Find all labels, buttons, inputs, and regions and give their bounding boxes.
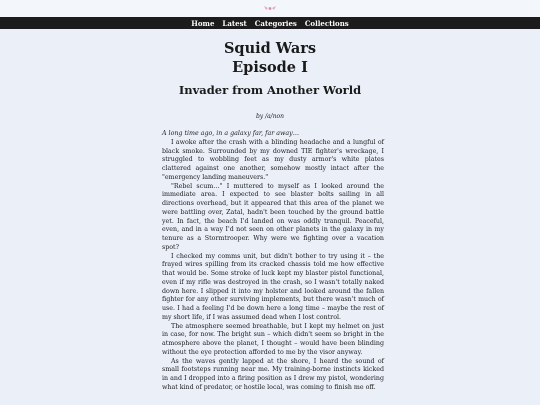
story-paragraph: As the waves gently lapped at the shore, I heard the sound of small footsteps running near me. My training-borne instincts kicked in and I dropped into a firing position as I drew my pistol, wondering what kind of predator, or hostile local, was coming to finish me off. [162, 357, 384, 391]
story-paragraph: I checked my comms unit, but didn't bother to try using it – the frayed wires spilling from its cracked chassis told me how effective that would be. Some stroke of luck kept my blaster pistol functional, even if my rifle was destroyed in the crash, so I wasn't totally naked down here. I slipped it into my holster and looked around the fallen fighter for any other surviving implements, but there wasn't much of use. I had a feeling I'd be down here a long time – maybe the rest of my short life, if I was assumed dead when I lost control. [162, 252, 384, 321]
story-episode: Episode I [232, 59, 308, 76]
story-subtitle: Invader from Another World [178, 83, 362, 97]
top-strip [0, 0, 540, 17]
nav-home-link[interactable]: Home [191, 19, 215, 28]
nav-collections-link[interactable]: Collections [304, 19, 349, 28]
pink-wings-logo-icon[interactable] [263, 4, 277, 12]
story-title: Squid Wars [223, 40, 317, 57]
story-byline: by /a/non [255, 113, 285, 120]
story-paragraph: The atmosphere seemed breathable, but I kept my helmet on just in case, for now. The bright sun – which didn't seem so bright in the atmosphere above the planet, I thought – would have been blinding without the eye protection afforded to me by the visor anyway. [162, 322, 384, 356]
story-body [162, 130, 384, 393]
story-lead: A long time ago, in a galaxy far, far away… [162, 130, 300, 137]
story-paragraph: "Rebel scum…" I muttered to myself as I looked around the immediate area. I expected to see blaster bolts sailing in all directions overhead, but it appeared that this area of the planet we were battling over, Zatal, hadn't been touched by the ground battle yet. In fact, the beach I'd landed on was oddly tranquil. Peaceful, even, and in a way I'd not seen on other planets in the galaxy in my tenure as a Stormtrooper. Why were we fighting over a vacation spot? [162, 182, 384, 251]
nav-latest-link[interactable]: Latest [222, 19, 247, 28]
story-header [0, 39, 540, 121]
main-navbar [0, 17, 540, 29]
story-paragraph: I awoke after the crash with a blinding headache and a lungful of black smoke. Surrounded by my downed TIE fighter's wreckage, I struggled to wobbling feet as my dusty armor's white plates clattered against one another, somehow mostly intact after the "emergency landing maneuvers." [162, 138, 384, 181]
nav-categories-link[interactable]: Categories [254, 19, 297, 28]
